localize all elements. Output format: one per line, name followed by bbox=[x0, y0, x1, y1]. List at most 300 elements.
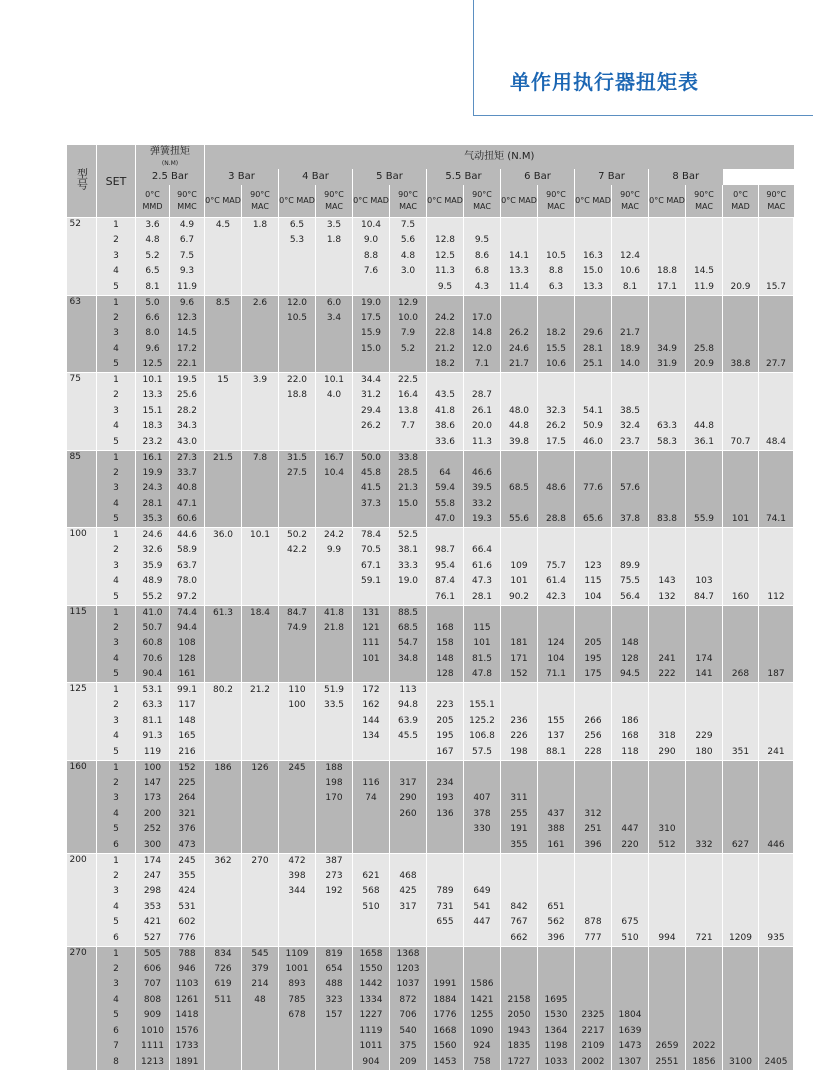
torque-cell: 675 bbox=[612, 915, 649, 931]
torque-cell bbox=[649, 884, 686, 900]
torque-cell: 32.6 bbox=[136, 543, 170, 559]
torque-cell bbox=[723, 388, 759, 404]
torque-cell: 39.5 bbox=[464, 481, 501, 497]
torque-cell bbox=[759, 342, 794, 358]
torque-cell: 375 bbox=[390, 1039, 427, 1055]
torque-cell: 290 bbox=[390, 791, 427, 807]
torque-cell: 8.6 bbox=[464, 249, 501, 265]
torque-cell bbox=[686, 543, 723, 559]
torque-cell: 298 bbox=[136, 884, 170, 900]
torque-cell: 95.4 bbox=[427, 559, 464, 575]
torque-cell bbox=[686, 311, 723, 327]
torque-cell: 10.4 bbox=[353, 218, 390, 234]
torque-cell bbox=[649, 900, 686, 916]
torque-cell: 26.1 bbox=[464, 404, 501, 420]
pressure-header: 5 Bar bbox=[353, 169, 427, 185]
torque-cell: 808 bbox=[136, 993, 170, 1009]
torque-cell: 43.0 bbox=[170, 435, 205, 451]
torque-cell bbox=[538, 450, 575, 466]
torque-cell: 1010 bbox=[136, 1024, 170, 1040]
torque-cell bbox=[575, 497, 612, 513]
torque-cell bbox=[649, 543, 686, 559]
torque-cell: 1884 bbox=[427, 993, 464, 1009]
torque-cell bbox=[723, 342, 759, 358]
table-row bbox=[67, 698, 794, 714]
torque-cell bbox=[538, 218, 575, 234]
torque-cell: 100 bbox=[136, 760, 170, 776]
torque-cell: 511 bbox=[205, 993, 242, 1009]
torque-cell: 228 bbox=[575, 745, 612, 761]
torque-cell: 3.4 bbox=[316, 311, 353, 327]
torque-cell: 424 bbox=[170, 884, 205, 900]
torque-cell bbox=[279, 1024, 316, 1040]
torque-cell: 312 bbox=[575, 807, 612, 823]
torque-cell: 74.4 bbox=[170, 605, 205, 621]
table-row bbox=[67, 357, 794, 373]
torque-cell: 74 bbox=[353, 791, 390, 807]
set-cell: 1 bbox=[97, 450, 136, 466]
torque-cell: 7.5 bbox=[390, 218, 427, 234]
torque-cell bbox=[649, 559, 686, 575]
torque-cell bbox=[686, 714, 723, 730]
torque-cell: 87.4 bbox=[427, 574, 464, 590]
torque-cell: 70.5 bbox=[353, 543, 390, 559]
torque-table bbox=[66, 145, 794, 1070]
torque-cell bbox=[353, 807, 390, 823]
torque-cell: 136 bbox=[427, 807, 464, 823]
torque-cell bbox=[279, 791, 316, 807]
subcolumn-header: 0°C MAD bbox=[427, 185, 464, 218]
torque-cell: 45.8 bbox=[353, 466, 390, 482]
torque-cell bbox=[242, 1008, 279, 1024]
torque-cell: 1368 bbox=[390, 946, 427, 962]
torque-cell: 41.8 bbox=[427, 404, 464, 420]
torque-cell: 48 bbox=[242, 993, 279, 1009]
torque-cell bbox=[501, 698, 538, 714]
torque-cell: 935 bbox=[759, 931, 794, 947]
torque-cell: 893 bbox=[279, 977, 316, 993]
torque-cell: 21.5 bbox=[205, 450, 242, 466]
torque-cell: 2405 bbox=[759, 1055, 794, 1071]
torque-cell: 24.6 bbox=[501, 342, 538, 358]
torque-cell: 152 bbox=[501, 667, 538, 683]
torque-cell: 21.7 bbox=[612, 326, 649, 342]
torque-cell bbox=[759, 621, 794, 637]
torque-cell: 80.2 bbox=[205, 683, 242, 699]
torque-cell: 788 bbox=[170, 946, 205, 962]
torque-cell: 15.0 bbox=[390, 497, 427, 513]
torque-cell bbox=[279, 481, 316, 497]
torque-cell bbox=[538, 388, 575, 404]
torque-cell: 8.0 bbox=[136, 326, 170, 342]
torque-cell: 47.8 bbox=[464, 667, 501, 683]
torque-cell bbox=[205, 543, 242, 559]
torque-cell bbox=[723, 605, 759, 621]
torque-cell: 236 bbox=[501, 714, 538, 730]
torque-cell bbox=[501, 962, 538, 978]
torque-cell bbox=[242, 497, 279, 513]
torque-cell bbox=[242, 636, 279, 652]
torque-cell bbox=[759, 559, 794, 575]
torque-cell bbox=[759, 636, 794, 652]
torque-cell bbox=[759, 419, 794, 435]
torque-cell: 3.9 bbox=[242, 373, 279, 389]
torque-cell bbox=[205, 1039, 242, 1055]
torque-cell bbox=[353, 760, 390, 776]
torque-cell bbox=[723, 373, 759, 389]
torque-cell bbox=[759, 264, 794, 280]
torque-cell: 872 bbox=[390, 993, 427, 1009]
torque-cell bbox=[649, 621, 686, 637]
torque-cell bbox=[538, 621, 575, 637]
torque-cell: 256 bbox=[575, 729, 612, 745]
table-row bbox=[67, 450, 794, 466]
torque-cell bbox=[316, 559, 353, 575]
torque-cell: 9.5 bbox=[464, 233, 501, 249]
torque-cell bbox=[242, 574, 279, 590]
torque-cell bbox=[686, 636, 723, 652]
torque-cell: 116 bbox=[353, 776, 390, 792]
torque-cell: 15.1 bbox=[136, 404, 170, 420]
torque-cell: 758 bbox=[464, 1055, 501, 1071]
torque-cell bbox=[686, 497, 723, 513]
torque-cell: 4.9 bbox=[170, 218, 205, 234]
torque-cell: 29.4 bbox=[353, 404, 390, 420]
torque-cell bbox=[205, 574, 242, 590]
torque-cell bbox=[316, 931, 353, 947]
torque-cell: 8.1 bbox=[136, 280, 170, 296]
torque-cell: 726 bbox=[205, 962, 242, 978]
torque-cell bbox=[723, 481, 759, 497]
torque-cell: 161 bbox=[170, 667, 205, 683]
torque-cell: 7.1 bbox=[464, 357, 501, 373]
set-cell: 1 bbox=[97, 528, 136, 544]
torque-cell: 396 bbox=[538, 931, 575, 947]
torque-cell bbox=[427, 373, 464, 389]
torque-cell: 785 bbox=[279, 993, 316, 1009]
torque-cell: 36.0 bbox=[205, 528, 242, 544]
torque-cell: 125.2 bbox=[464, 714, 501, 730]
torque-cell bbox=[686, 295, 723, 311]
torque-cell: 38.5 bbox=[612, 404, 649, 420]
torque-cell bbox=[575, 621, 612, 637]
torque-cell bbox=[723, 218, 759, 234]
torque-cell: 379 bbox=[242, 962, 279, 978]
torque-cell bbox=[390, 435, 427, 451]
torque-cell bbox=[575, 466, 612, 482]
torque-cell: 42.3 bbox=[538, 590, 575, 606]
set-cell: 2 bbox=[97, 311, 136, 327]
torque-cell: 108 bbox=[170, 636, 205, 652]
set-cell: 4 bbox=[97, 900, 136, 916]
torque-cell: 188 bbox=[316, 760, 353, 776]
torque-cell bbox=[612, 497, 649, 513]
torque-cell: 12.4 bbox=[612, 249, 649, 265]
spring-torque-unit: (N.M) bbox=[161, 159, 179, 167]
torque-cell bbox=[612, 528, 649, 544]
torque-cell bbox=[279, 776, 316, 792]
torque-cell: 27.3 bbox=[170, 450, 205, 466]
table-row bbox=[67, 822, 794, 838]
torque-cell bbox=[686, 946, 723, 962]
torque-cell: 8.5 bbox=[205, 295, 242, 311]
torque-cell bbox=[390, 760, 427, 776]
torque-cell: 16.3 bbox=[575, 249, 612, 265]
torque-cell bbox=[649, 760, 686, 776]
table-row bbox=[67, 900, 794, 916]
torque-cell: 200 bbox=[136, 807, 170, 823]
torque-cell: 251 bbox=[575, 822, 612, 838]
torque-cell bbox=[649, 714, 686, 730]
torque-cell bbox=[759, 683, 794, 699]
torque-cell bbox=[759, 295, 794, 311]
torque-cell bbox=[501, 853, 538, 869]
torque-cell: 22.5 bbox=[390, 373, 427, 389]
torque-cell bbox=[242, 714, 279, 730]
torque-cell: 198 bbox=[316, 776, 353, 792]
torque-cell: 47.3 bbox=[464, 574, 501, 590]
torque-cell bbox=[205, 311, 242, 327]
torque-cell: 1804 bbox=[612, 1008, 649, 1024]
table-row bbox=[67, 466, 794, 482]
torque-cell: 26.2 bbox=[501, 326, 538, 342]
subcolumn-header: 0°C MAD bbox=[353, 185, 390, 218]
torque-cell: 12.3 bbox=[170, 311, 205, 327]
torque-cell bbox=[759, 466, 794, 482]
torque-cell: 10.1 bbox=[136, 373, 170, 389]
torque-cell bbox=[686, 900, 723, 916]
pressure-header: 7 Bar bbox=[575, 169, 649, 185]
torque-cell bbox=[501, 218, 538, 234]
torque-cell bbox=[205, 357, 242, 373]
torque-cell bbox=[390, 822, 427, 838]
pressure-header: 2.5 Bar bbox=[136, 169, 205, 185]
torque-cell bbox=[649, 791, 686, 807]
torque-cell: 31.2 bbox=[353, 388, 390, 404]
torque-cell: 1334 bbox=[353, 993, 390, 1009]
torque-cell: 270 bbox=[242, 853, 279, 869]
torque-cell bbox=[538, 760, 575, 776]
torque-cell: 655 bbox=[427, 915, 464, 931]
torque-cell: 157 bbox=[316, 1008, 353, 1024]
torque-cell bbox=[427, 528, 464, 544]
torque-cell: 12.0 bbox=[279, 295, 316, 311]
torque-cell bbox=[649, 853, 686, 869]
subcolumn-header: 90°C MAC bbox=[759, 185, 794, 218]
torque-cell: 33.8 bbox=[390, 450, 427, 466]
torque-cell: 8.1 bbox=[612, 280, 649, 296]
torque-cell: 26.2 bbox=[538, 419, 575, 435]
torque-cell bbox=[242, 931, 279, 947]
torque-cell bbox=[686, 884, 723, 900]
torque-cell bbox=[723, 574, 759, 590]
torque-cell: 317 bbox=[390, 900, 427, 916]
torque-cell bbox=[686, 559, 723, 575]
torque-cell: 662 bbox=[501, 931, 538, 947]
torque-cell bbox=[501, 869, 538, 885]
torque-cell bbox=[353, 915, 390, 931]
torque-cell: 24.6 bbox=[136, 528, 170, 544]
torque-cell: 721 bbox=[686, 931, 723, 947]
torque-cell bbox=[501, 884, 538, 900]
torque-cell bbox=[612, 218, 649, 234]
torque-cell: 1261 bbox=[170, 993, 205, 1009]
torque-cell: 47.0 bbox=[427, 512, 464, 528]
torque-cell: 1658 bbox=[353, 946, 390, 962]
torque-cell bbox=[205, 729, 242, 745]
torque-cell: 4.5 bbox=[205, 218, 242, 234]
torque-cell: 128 bbox=[612, 652, 649, 668]
torque-cell: 11.9 bbox=[170, 280, 205, 296]
torque-cell: 18.3 bbox=[136, 419, 170, 435]
torque-cell: 353 bbox=[136, 900, 170, 916]
torque-cell: 61.3 bbox=[205, 605, 242, 621]
torque-cell: 241 bbox=[649, 652, 686, 668]
torque-cell: 28.2 bbox=[170, 404, 205, 420]
table-row bbox=[67, 745, 794, 761]
torque-cell: 654 bbox=[316, 962, 353, 978]
torque-cell: 171 bbox=[501, 652, 538, 668]
torque-cell: 310 bbox=[649, 822, 686, 838]
torque-cell bbox=[649, 404, 686, 420]
torque-cell bbox=[686, 993, 723, 1009]
torque-cell: 81.1 bbox=[136, 714, 170, 730]
torque-cell: 33.7 bbox=[170, 466, 205, 482]
torque-cell bbox=[759, 853, 794, 869]
torque-cell: 84.7 bbox=[279, 605, 316, 621]
torque-cell: 46.0 bbox=[575, 435, 612, 451]
model-header bbox=[67, 145, 97, 218]
torque-cell bbox=[686, 1008, 723, 1024]
torque-cell: 33.6 bbox=[427, 435, 464, 451]
torque-cell bbox=[390, 512, 427, 528]
torque-cell: 36.1 bbox=[686, 435, 723, 451]
torque-cell bbox=[538, 884, 575, 900]
torque-cell: 6.3 bbox=[538, 280, 575, 296]
title-frame-vertical-line bbox=[473, 0, 474, 116]
torque-cell: 41.8 bbox=[316, 605, 353, 621]
torque-cell bbox=[316, 1024, 353, 1040]
torque-cell bbox=[205, 931, 242, 947]
torque-cell: 25.6 bbox=[170, 388, 205, 404]
set-cell: 1 bbox=[97, 373, 136, 389]
torque-cell: 602 bbox=[170, 915, 205, 931]
torque-cell: 9.6 bbox=[170, 295, 205, 311]
torque-cell bbox=[464, 295, 501, 311]
torque-cell: 28.1 bbox=[464, 590, 501, 606]
torque-cell: 31.5 bbox=[279, 450, 316, 466]
spring-torque-label: 弹簧扭矩 bbox=[150, 145, 190, 157]
torque-cell: 126 bbox=[242, 760, 279, 776]
torque-cell bbox=[205, 915, 242, 931]
torque-cell: 75.7 bbox=[538, 559, 575, 575]
torque-cell bbox=[279, 435, 316, 451]
torque-cell: 19.0 bbox=[353, 295, 390, 311]
torque-cell: 128 bbox=[427, 667, 464, 683]
torque-cell: 22.0 bbox=[279, 373, 316, 389]
torque-cell: 2.6 bbox=[242, 295, 279, 311]
torque-cell bbox=[686, 249, 723, 265]
torque-cell: 1576 bbox=[170, 1024, 205, 1040]
torque-cell: 7.8 bbox=[242, 450, 279, 466]
torque-cell: 23.7 bbox=[612, 435, 649, 451]
set-cell: 2 bbox=[97, 698, 136, 714]
torque-cell bbox=[538, 295, 575, 311]
torque-cell bbox=[649, 869, 686, 885]
subcolumn-header: 90°C MAC bbox=[242, 185, 279, 218]
torque-cell bbox=[205, 1024, 242, 1040]
set-cell: 6 bbox=[97, 931, 136, 947]
torque-cell bbox=[501, 528, 538, 544]
torque-cell bbox=[686, 233, 723, 249]
torque-cell: 323 bbox=[316, 993, 353, 1009]
torque-cell bbox=[612, 388, 649, 404]
torque-cell: 247 bbox=[136, 869, 170, 885]
torque-cell: 223 bbox=[427, 698, 464, 714]
torque-cell bbox=[538, 869, 575, 885]
torque-cell bbox=[759, 326, 794, 342]
torque-cell: 101 bbox=[464, 636, 501, 652]
torque-cell bbox=[612, 977, 649, 993]
torque-cell bbox=[279, 714, 316, 730]
torque-cell bbox=[759, 729, 794, 745]
subcolumn-header: 90°C MAC bbox=[464, 185, 501, 218]
table-row bbox=[67, 1055, 794, 1071]
torque-cell: 1109 bbox=[279, 946, 316, 962]
table-row bbox=[67, 1039, 794, 1055]
torque-cell bbox=[723, 807, 759, 823]
torque-cell: 421 bbox=[136, 915, 170, 931]
torque-cell: 216 bbox=[170, 745, 205, 761]
torque-cell bbox=[649, 218, 686, 234]
table-row bbox=[67, 326, 794, 342]
torque-cell: 7.6 bbox=[353, 264, 390, 280]
torque-cell bbox=[390, 357, 427, 373]
torque-cell: 101 bbox=[723, 512, 759, 528]
table-row bbox=[67, 652, 794, 668]
torque-cell bbox=[205, 559, 242, 575]
torque-cell bbox=[649, 450, 686, 466]
torque-cell: 16.4 bbox=[390, 388, 427, 404]
subcolumn-header: 0°C MAD bbox=[575, 185, 612, 218]
torque-cell bbox=[759, 962, 794, 978]
torque-cell bbox=[316, 745, 353, 761]
torque-cell: 31.9 bbox=[649, 357, 686, 373]
torque-cell bbox=[686, 776, 723, 792]
torque-cell bbox=[464, 373, 501, 389]
set-cell: 6 bbox=[97, 1024, 136, 1040]
torque-cell bbox=[723, 822, 759, 838]
torque-cell bbox=[759, 218, 794, 234]
torque-cell: 33.2 bbox=[464, 497, 501, 513]
torque-cell: 13.8 bbox=[390, 404, 427, 420]
torque-cell bbox=[575, 311, 612, 327]
torque-cell bbox=[427, 450, 464, 466]
torque-cell: 21.3 bbox=[390, 481, 427, 497]
torque-cell: 19.9 bbox=[136, 466, 170, 482]
torque-cell bbox=[649, 776, 686, 792]
torque-cell bbox=[464, 838, 501, 854]
set-cell: 3 bbox=[97, 559, 136, 575]
torque-cell bbox=[686, 605, 723, 621]
torque-cell: 78.4 bbox=[353, 528, 390, 544]
torque-cell: 1421 bbox=[464, 993, 501, 1009]
torque-cell bbox=[279, 900, 316, 916]
torque-cell: 34.3 bbox=[170, 419, 205, 435]
torque-cell bbox=[205, 776, 242, 792]
torque-cell bbox=[242, 729, 279, 745]
torque-cell: 161 bbox=[538, 838, 575, 854]
